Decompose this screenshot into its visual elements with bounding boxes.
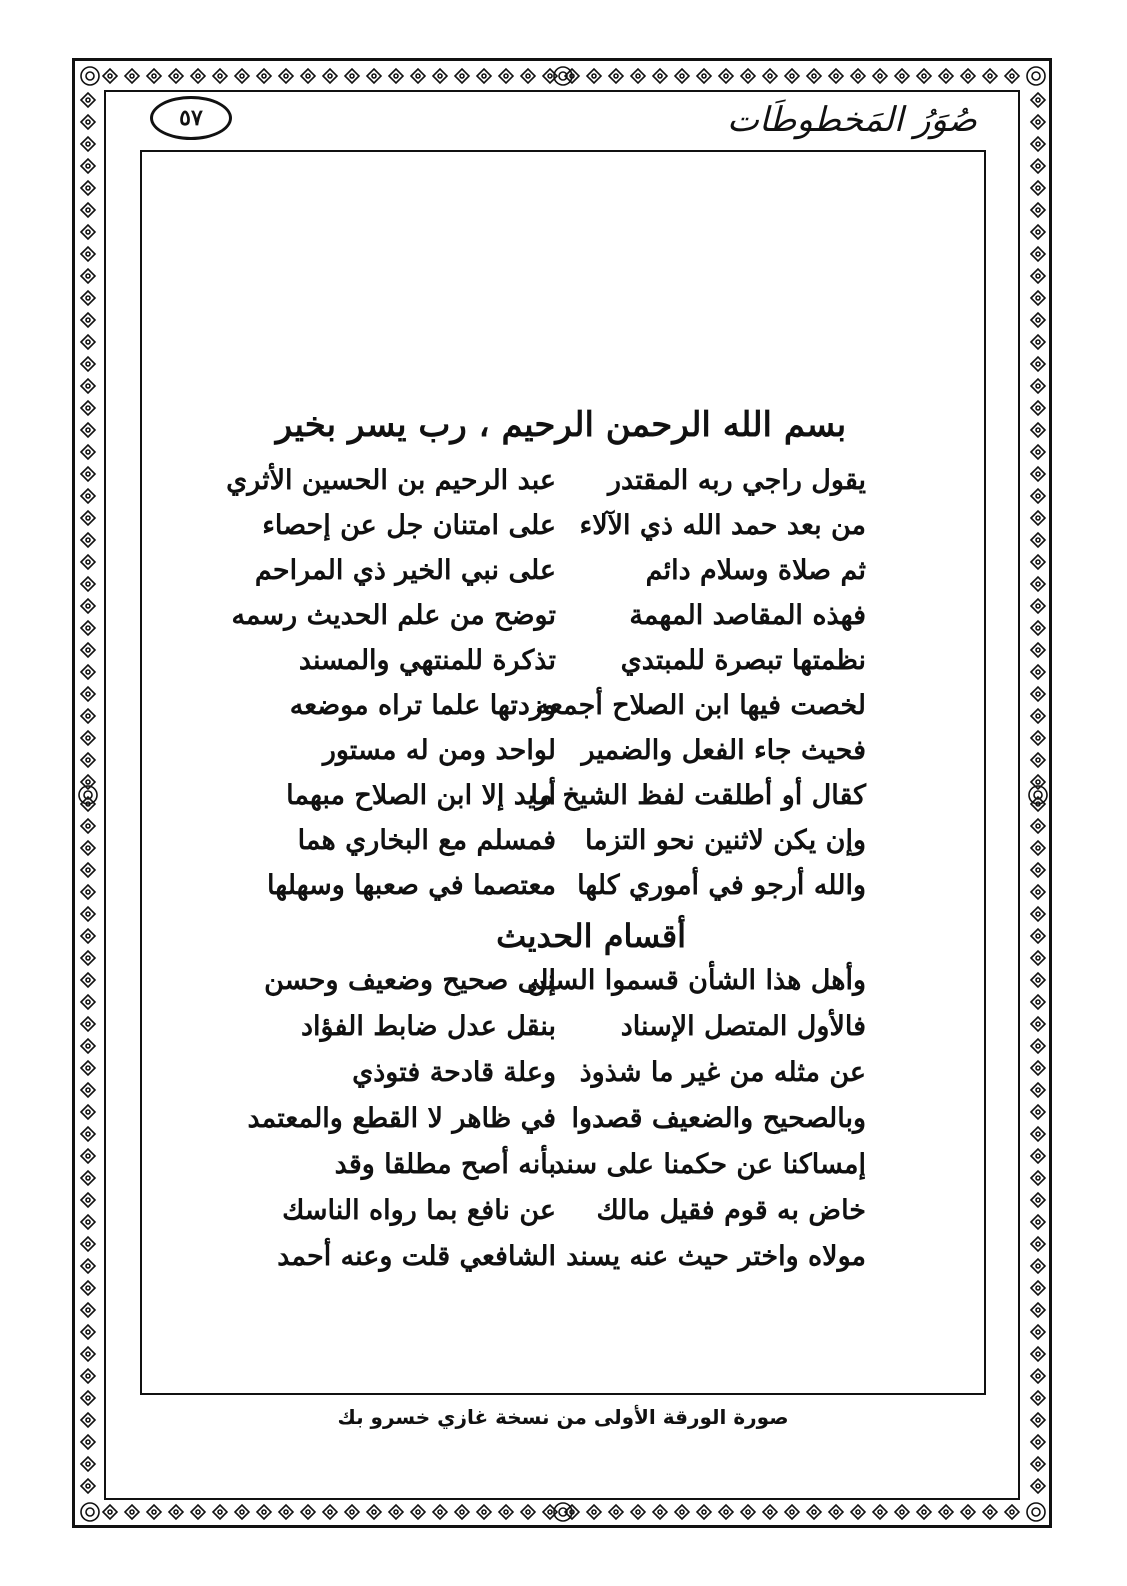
verse-second-hemistich: لواحد ومن له مستور xyxy=(322,735,556,766)
verse-first-hemistich: فحيث جاء الفعل والضمير xyxy=(581,735,866,766)
verse-first-hemistich: لخصت فيها ابن الصلاح أجمعه xyxy=(535,690,866,721)
verse-first-hemistich: عن مثله من غير ما شذوذ xyxy=(579,1057,866,1088)
verse-first-hemistich: يقول راجي ربه المقتدر xyxy=(607,465,866,496)
verse-first-hemistich: كقال أو أطلقت لفظ الشيخ ما xyxy=(530,780,866,811)
verse-row xyxy=(266,780,866,820)
verse-first-hemistich: والله أرجو في أموري كلها xyxy=(577,870,866,901)
running-title: صُوَرُ المَخطوطَات xyxy=(727,100,977,140)
verse-second-hemistich: عن نافع بما رواه الناسك xyxy=(282,1195,556,1226)
verse-row xyxy=(266,735,866,775)
verse-second-hemistich: على نبي الخير ذي المراحم xyxy=(254,555,556,586)
verse-second-hemistich: وزدتها علما تراه موضعه xyxy=(289,690,556,721)
verse-first-hemistich: نظمتها تبصرة للمبتدي xyxy=(620,645,866,676)
basmala-line: بسم الله الرحمن الرحيم ، رب يسر بخير xyxy=(275,405,847,445)
verse-row xyxy=(247,1103,866,1143)
verse-first-hemistich: وبالصحيح والضعيف قصدوا xyxy=(571,1103,866,1134)
verse-row xyxy=(266,1195,866,1235)
verse-second-hemistich: عبد الرحيم بن الحسين الأثري xyxy=(226,465,556,496)
verse-row xyxy=(231,600,866,640)
verse-second-hemistich: بنقل عدل ضابط الفؤاد xyxy=(300,1011,556,1042)
verse-row xyxy=(266,965,866,1005)
verse-second-hemistich: توضح من علم الحديث رسمه xyxy=(231,600,556,631)
verse-first-hemistich: خاض به قوم فقيل مالك xyxy=(596,1195,866,1226)
page-number: ٥٧ xyxy=(150,96,232,140)
verse-first-hemistich: ثم صلاة وسلام دائم xyxy=(645,555,866,586)
verse-first-hemistich: وأهل هذا الشأن قسموا السنن xyxy=(526,965,866,996)
section-heading: أقسام الحديث xyxy=(496,917,686,955)
verse-row xyxy=(266,645,866,685)
verse-second-hemistich: إلى صحيح وضعيف وحسن xyxy=(264,965,556,996)
verse-second-hemistich: على امتنان جل عن إحصاء xyxy=(262,510,556,541)
verse-second-hemistich: أريد إلا ابن الصلاح مبهما xyxy=(286,780,556,811)
verse-first-hemistich: فالأول المتصل الإسناد xyxy=(620,1011,866,1042)
verse-row xyxy=(266,870,866,910)
verse-second-hemistich: تذكرة للمنتهي والمسند xyxy=(298,645,556,676)
manuscript-image xyxy=(150,165,976,1380)
verse-second-hemistich: معتصما في صعبها وسهلها xyxy=(267,870,556,901)
verse-first-hemistich: مولاه واختر حيث عنه يسند xyxy=(566,1241,866,1272)
verse-second-hemistich: فمسلم مع البخاري هما xyxy=(297,825,556,856)
verse-first-hemistich: من بعد حمد الله ذي الآلاء xyxy=(579,510,866,541)
verse-row xyxy=(266,1241,866,1281)
verse-row xyxy=(266,1011,866,1051)
verse-second-hemistich: بأنه أصح مطلقا وقد xyxy=(334,1149,556,1180)
verse-first-hemistich: فهذه المقاصد المهمة xyxy=(629,600,866,631)
verse-row xyxy=(262,510,866,550)
verse-first-hemistich: إمساكنا عن حكمنا على سند xyxy=(552,1149,866,1180)
verse-second-hemistich: الشافعي قلت وعنه أحمد xyxy=(277,1241,556,1272)
verse-second-hemistich: وعلة قادحة فتوذي xyxy=(352,1057,556,1088)
verse-row xyxy=(266,1149,866,1189)
verse-first-hemistich: وإن يكن لاثنين نحو التزما xyxy=(584,825,866,856)
verse-row xyxy=(254,555,866,595)
verse-row xyxy=(266,690,866,730)
verse-second-hemistich: في ظاهر لا القطع والمعتمد xyxy=(247,1103,556,1134)
verse-row xyxy=(226,465,866,505)
verse-row xyxy=(266,1057,866,1097)
figure-caption: صورة الورقة الأولى من نسخة غازي خسرو بك xyxy=(337,1405,789,1429)
verse-row xyxy=(266,825,866,865)
